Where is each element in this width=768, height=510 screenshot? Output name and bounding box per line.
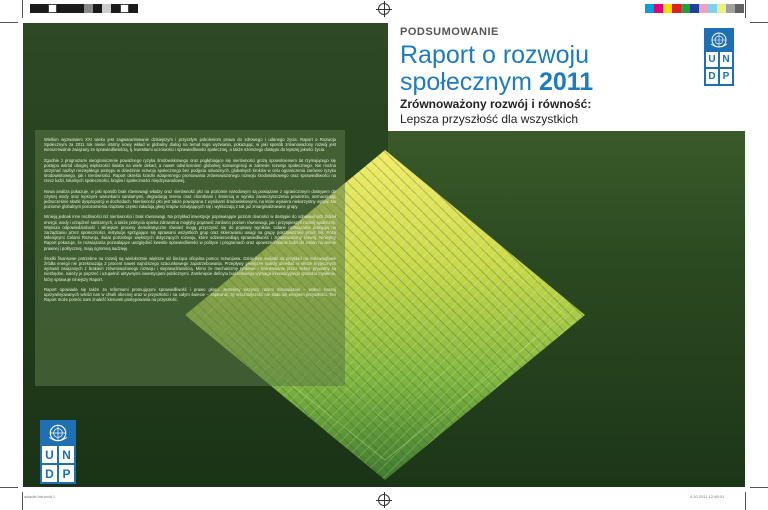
title-year: 2011 [538, 68, 594, 96]
crop-mark [22, 492, 23, 510]
un-emblem-icon [706, 30, 732, 50]
crop-mark [745, 0, 746, 18]
slug-left: okladki hdr.indd 1 [24, 494, 56, 499]
logo-letter: N [59, 446, 74, 463]
crop-mark [745, 492, 746, 510]
summary-paragraph: Wielkim wyzwaniem XXI wieku jest zagwarantowanie dzisiejszym i przyszłym pokoleniom prawa do zdrowego i udanego życia. Raport o Rozwoju Społecznym za 2011 rok niesie istotny nowy wkład w globalny dialog na temat tego wyzwania, pokazując, w jaki sposób zrównoważony rozwój jest nierozerwalnie związany ze sprawiedliwością, tj. kwestiami uczciwości i sprawiedliwości społecznej, a także szerszego dostępu do lepszej jakości życia. [44, 137, 336, 153]
logo-letter: D [706, 69, 718, 84]
title-line-1: Raport o rozwoju [400, 41, 589, 69]
un-emblem-icon [42, 422, 74, 444]
crop-mark [750, 487, 768, 488]
crop-mark [0, 487, 18, 488]
registration-bar-left [30, 4, 138, 13]
logo-letter: P [59, 465, 74, 482]
logo-letter: D [42, 465, 57, 482]
slug-right: 4.10.2011 12:48:01 [690, 494, 725, 499]
cover-subtitle: Zrównoważony rozwój i równość: [400, 97, 592, 111]
registration-target-top [378, 3, 390, 15]
crop-mark [22, 0, 23, 18]
logo-letter: N [720, 52, 732, 67]
logo-letter: U [42, 446, 57, 463]
title-line-2: społecznym [400, 68, 532, 96]
summary-paragraph: Raport opowiada się także za reformami promującymi sprawiedliwość i prawo głosu. Jesteśmy wszyscy razem zobowiązani – wobec naszej uprzywilejowanych wśród nas w chwili obecnej oraz w przyszłości i na całym świecie – zapewnić, by teraźniejszość nie stała się wrogiem przyszłości. Ten Raport może pomóc nam znaleźć kierunek postępowania na przyszłość. [44, 286, 336, 303]
crop-mark [0, 22, 18, 23]
cover-kicker: PODSUMOWANIE [400, 26, 499, 38]
summary-paragraph: Nowa analiza pokazuje, w jaki sposób brak równowagi władzy oraz nierówność płci na poziomie narodowym są powiązane z ograniczonym dostępem do czystej wody oraz lepszymi warunkami sanitarnymi, degradacją terenu oraz chorobami i śmiercią w wyniku zanieczyszczenia powietrza, wzmacniając jednocześnie skutki dysproporcji w dochodach. Nierówność płci jest także powiązana z wynikami środowiskowymi, na które wywiera niekorzystny wpływ. Na poziomie globalnym porozumienia rządowe często załadują głosy krajów rozwijających się i wykluczają z tak już zmarginalizowane grupy. [44, 188, 336, 210]
summary-paragraph: Istnieją jednak inne możliwości niż nierówności i brak równowagi. Na przykład inwestycje poprawiające poziom równości w dostępie do odnawialnych źródeł energii, wody i urządzeń sanitarnych, a także pokrycia opieka zdrowotna mogłyby poprawić zarówno poziom równowagi, jak i przyspieszyć rozwój społeczny. Większa odpowiedzialność i silniejsze procesy demokratyczne również mogą przyczynić się do poprawy wyników. Udane rozwiązania polegają na zarządzaniu przez społeczności, instytucje sprzyjające się sprawami wszystkich grup oraz skierowaniu uwagi na grupy pokrzywdzone przez los. Poza Milenijnymi Celami Rozwoju, świat potrzebuje większych dotyczących rozwoju, które odzwierciedlają sprawiedliwość i zrównoważony rozwój. Niniejszy Raport pokazuje, że rozwiązania pozwalające uwzględnić kwestie sprawiedliwości w polityce i programach oraz upowszechnianie ludzi do zmian na arenie prawnej i politycznej, mają ogromną nadzieję. [44, 214, 336, 251]
logo-letter: U [706, 52, 718, 67]
registration-target-bottom [378, 494, 390, 506]
undp-logo-back [40, 420, 76, 484]
registration-bar-right [645, 4, 744, 13]
summary-paragraph: Środki finansowe potrzebne na rozwój są wielokrotnie większe niż bieżąca oficjalna pomoc rozwojowa. Dzisiejsze wydatki na przykład na niskowęglowe źródła energii nie przekraczają 2 procent nawet najniższego szacunkowego zapotrzebowania. Przepływy pieniężne należy określać w sferze krytycznych wyzwań związanych z brakiem zrównoważonego rozwoju i nieprawdziwością. Mimo że mechanizmy rynkowe i finansowanie przez sektor prywatny są niezbędne, należy je poprzeć i uzupełnić aktywnymi inwestycjami publicznymi. Zamknięcie deficytu budżetowego wymaga innowacyjnego sposobu myślenia, który sprawuje niniejszy Raport. [44, 255, 336, 282]
summary-text-box [35, 130, 345, 386]
cover-title [400, 42, 600, 96]
summary-paragraph: Zgodnie z prognozami nieograniczenie poważnego ryzyka środowiskowego oraz pogłębiające się nierówności grożą spowolnieniem lat rzymającego się postępu wśród ubogiej większości świata na wiele dekad, a nawet odwróceniem globalnej konwergencji w zakresie rozwoju społecznego. Nie można utrzymać nazbyt niezwykłego postępu w dziedzinie rozwoju społecznego bez podjęcia odważnych, globalnych kroków w celu ograniczenia zarówno ryzyka środowiskowego, jak i nierówności. Raport określa ścieżki wzajemnego promowania zrównoważonego rozwoju środowiskowego oraz sprawiedliwości na rzecz ludzi, lokalnych społeczności, krajów i społeczności międzynarodowej. [44, 157, 336, 184]
logo-letter: P [720, 69, 732, 84]
undp-logo-front [704, 28, 734, 86]
crop-mark [750, 22, 768, 23]
cover-subtitle-2: Lepsza przyszłość dla wszystkich [400, 112, 579, 126]
